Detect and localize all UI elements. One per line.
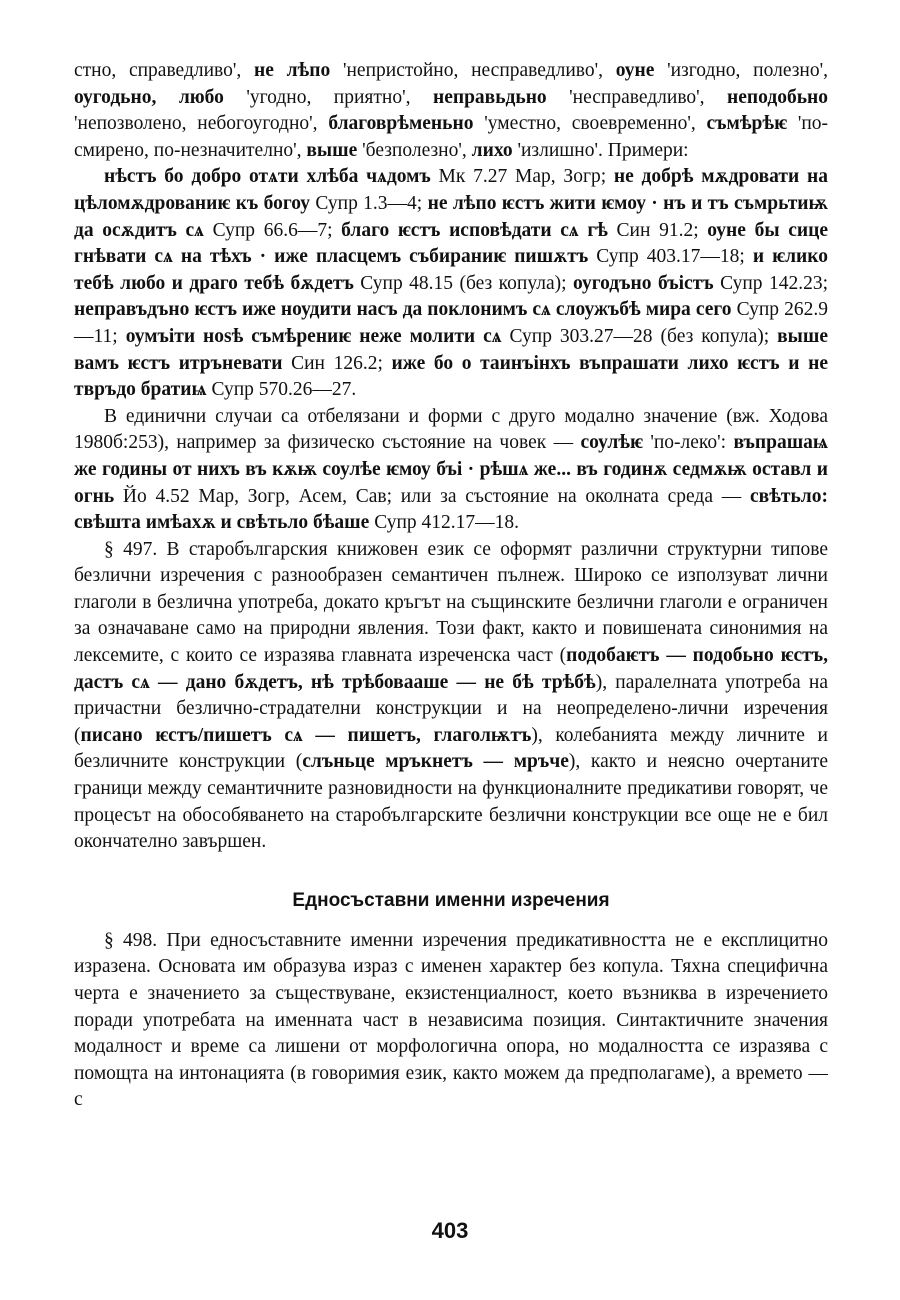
old-bulgarian-term: съмѣрѣѥ [706, 113, 788, 135]
citation: Супр 262.9—11; [74, 299, 828, 347]
old-bulgarian-term: неправьдьно [432, 86, 547, 108]
example-quote: выше вамъ ѥстъ итръневати [74, 325, 828, 374]
old-bulgarian-term: писано ѥстъ/пишетъ сѧ — пишетъ, глаголѭтъ [80, 724, 532, 746]
paragraph-section-498 [74, 928, 828, 1114]
old-bulgarian-term: оугодьно, любо [74, 86, 224, 108]
example-quote: оумъіти ноѕѣ съмѣрениѥ неже молити сѧ [125, 325, 502, 347]
text: 'угодно, приятно', [223, 86, 433, 108]
old-bulgarian-term: подобаѥтъ — подобьно ѥстъ, дастъ сѧ — дано бѫдетъ, нѣ трѣбоваашe — не бѣ трѣбѣ [74, 645, 828, 693]
text: ), както и неясно очертаните граници между семантичните разновидности на функционалните предикативи говорят, че процесът на обособяването на старобългарските безлични конструкции все още не е бил окончателно завършен. [74, 751, 828, 853]
text: 'по-смирено, по-незначително', [74, 113, 829, 161]
example-quote: не лѣпо ѥстъ жити ѥмоу · нъ и тъ съмрьтиѭ да осѫдитъ сѧ [74, 192, 828, 241]
citation: Супр 403.17—18; [588, 246, 753, 268]
citation: Супр 66.6—7; [203, 219, 342, 241]
old-bulgarian-term: не лѣпо [254, 60, 331, 81]
example-quote: не добрѣ мѫдровати на цѣломѫдрованиѥ къ богоу [74, 166, 828, 214]
text: § 498. При едносъставните именни изречения предикативността не е експлицитно изразена. Основата им образува израз с именен характер без копула. Тяхна специфична черта е значението за съществуване, екзистенциалност, което възниква в изречението поради употребата на именната част в независима позиция. Синтактичните значения модалност и време са лишени от морфологична опора, но модалността се изразява с помощта на интонацията (в говоримия език, както можем да предполагаме), а времето — с [74, 929, 828, 1111]
paragraph-modal-forms [74, 404, 828, 537]
old-bulgarian-term: слъньце мръкнетъ — мръче [302, 751, 569, 773]
section-heading: Едносъставни именни изречения [292, 889, 610, 911]
citation: Супр 1.3—4; [310, 192, 428, 214]
old-bulgarian-term: выше [306, 139, 358, 161]
text: 'излишно'. Примери: [512, 139, 689, 161]
citation: Супр 48.15 (без копула); [353, 272, 573, 294]
example-quote: въпрашаѩ же годины от нихъ въ кѫѭ соулѣе ѥмоу бъі · рѣшѧ же... въ годинѫ седмѫѭ оставл и огнь [74, 432, 828, 507]
citation: Мк 7.27 Мар, Зогр; [430, 166, 614, 188]
old-bulgarian-term: лихо [471, 139, 513, 161]
citation: Син 126.2; [282, 352, 392, 374]
old-bulgarian-term: оуне [615, 60, 655, 81]
old-bulgarian-term: благоврѣменьно [328, 113, 474, 135]
old-bulgarian-term: соулѣѥ [580, 432, 643, 454]
text: Йо 4.52 Мар, Зогр, Асем, Сав; или за състояние на околната среда — [114, 485, 751, 507]
paragraph-section-497 [74, 537, 828, 856]
text: 'уместно, своевременно', [473, 113, 707, 135]
text: 'несправедливо', [546, 86, 728, 108]
example-quote: оуне бы сице гнѣвати сѧ на тѣхъ · иже пласцемъ събираниѥ пишѫтъ [74, 219, 828, 268]
paragraph-examples [74, 164, 828, 403]
citation: Супр 570.26—27. [206, 379, 357, 401]
text: ), паралелната употреба на причастни безлично-страдателни конструкции и на неопределено-лични изречения ( [74, 671, 828, 746]
text: 'изгодно, полезно', [654, 60, 828, 81]
citation: Супр 142.23; [713, 272, 829, 294]
text: 'непозволено, небогоугодно', [74, 113, 329, 135]
citation: Супр 412.17—18. [369, 512, 520, 534]
text: 'безполезно', [357, 139, 472, 161]
example-quote: благо ѥстъ исповѣдати сѧ гѣ [341, 219, 608, 241]
paragraph-glossary-continued [74, 58, 828, 164]
example-quote: неправъдъно ѥстъ иже ноудити насъ да поклонимъ сѧ слоужъбѣ мира сего [74, 299, 732, 321]
citation: Син 91.2; [607, 219, 708, 241]
citation: Супр 303.27—28 (без копула); [501, 325, 778, 347]
text: 'по-леко': [642, 432, 734, 454]
page-number: 403 [431, 1218, 469, 1243]
text: § 497. В старобългарския книжовен език се оформят различни структурни типове безлични изречения с разнообразен семантичен пълнеж. Широко се използуват лични глаголи в безлична употреба, докато кръгът на същинските безлични глаголи е ограничен за означаване само на природни явления. Този факт, както и повишената синонимия на лексемите, с които се изразява главната изреченска част ( [74, 538, 828, 667]
text: 'непристойно, несправедливо', [330, 60, 616, 81]
example-quote: иже бо о таинъінхъ въпрашати лихо ѥстъ и не твръдо братиѩ [74, 352, 828, 401]
example-quote: нѣстъ бо добро отѧти хлѣба чѧдомъ [104, 166, 431, 188]
text: В единични случаи са отбелязани и форми с друго модално значение (вж. Ходова 1980б:253), например за физическо състояние на човек — [74, 405, 828, 454]
text: ), колебанията между личните и безличните конструкции ( [74, 724, 828, 773]
example-quote: свѣтьло: свѣшта имѣахѫ и свѣтьло бѣаше [74, 485, 828, 534]
text: стно, справедливо', [74, 60, 254, 81]
example-quote: и ѥлико тебѣ любо и драго тебѣ бѫдетъ [74, 246, 828, 294]
example-quote: оугодъно бъістъ [572, 272, 714, 294]
old-bulgarian-term: неподобьно [727, 86, 828, 108]
